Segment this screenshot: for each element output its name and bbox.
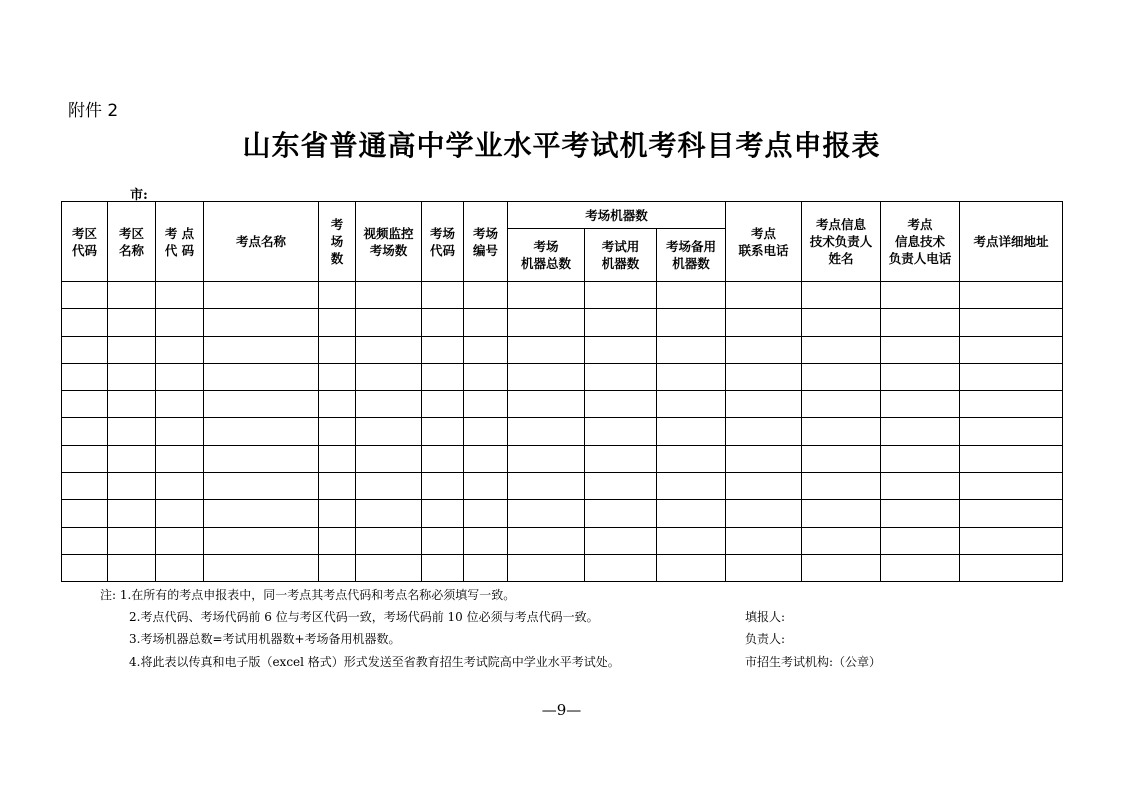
header-exam-room-number: 考场 编号 [464,202,508,282]
header-exam-district-code: 考区 代码 [62,202,108,282]
table-cell[interactable] [464,500,508,527]
header-site-contact-phone: 考点 联系电话 [726,202,802,282]
table-cell[interactable] [319,363,356,390]
table-cell[interactable] [802,391,881,418]
table-cell[interactable] [881,363,960,390]
responsible-label: 负责人: [745,632,786,646]
table-row [62,473,1063,500]
table-cell[interactable] [319,391,356,418]
table-cell[interactable] [204,336,319,363]
table-cell[interactable] [960,554,1063,581]
table-cell[interactable] [319,418,356,445]
header-exam-machines: 考试用 机器数 [585,229,657,282]
table-cell[interactable] [585,336,657,363]
table-row [62,363,1063,390]
table-cell[interactable] [657,500,726,527]
table-cell[interactable] [62,309,108,336]
table-cell[interactable] [881,418,960,445]
table-cell[interactable] [319,473,356,500]
table-body [62,202,1063,582]
table-cell[interactable] [204,554,319,581]
attachment-label: 附件 2 [68,101,119,121]
table-cell[interactable] [422,554,464,581]
table-cell[interactable] [960,445,1063,472]
table-cell[interactable] [156,445,204,472]
table-cell[interactable] [802,500,881,527]
table-cell[interactable] [464,391,508,418]
table-cell[interactable] [108,336,156,363]
table-cell[interactable] [356,336,422,363]
table-cell[interactable] [802,473,881,500]
table-row [62,418,1063,445]
table-cell[interactable] [657,473,726,500]
table-row [62,500,1063,527]
header-video-monitored-rooms: 视频监控 考场数 [356,202,422,282]
header-machine-count-group: 考场机器数 [508,202,726,229]
table-cell[interactable] [508,554,585,581]
table-cell[interactable] [356,363,422,390]
table-cell[interactable] [319,309,356,336]
table-cell[interactable] [657,309,726,336]
header-site-address: 考点详细地址 [960,202,1063,282]
table-cell[interactable] [62,363,108,390]
table-cell[interactable] [657,527,726,554]
table-cell[interactable] [726,500,802,527]
table-cell[interactable] [726,554,802,581]
table-cell[interactable] [108,309,156,336]
table-cell[interactable] [657,363,726,390]
table-cell[interactable] [204,391,319,418]
table-cell[interactable] [108,527,156,554]
table-row [62,445,1063,472]
table-cell[interactable] [204,363,319,390]
city-label: 市: [130,188,148,203]
table-cell[interactable] [585,309,657,336]
table-cell[interactable] [585,363,657,390]
table-cell[interactable] [464,418,508,445]
table-cell[interactable] [422,363,464,390]
table-cell[interactable] [881,473,960,500]
table-row [62,309,1063,336]
table-cell[interactable] [464,336,508,363]
table-cell[interactable] [726,445,802,472]
table-cell[interactable] [62,500,108,527]
table-cell[interactable] [62,554,108,581]
table-cell[interactable] [960,500,1063,527]
table-cell[interactable] [657,282,726,309]
table-cell[interactable] [319,445,356,472]
table-cell[interactable] [108,500,156,527]
filler-label: 填报人: [745,610,786,624]
table-cell[interactable] [156,554,204,581]
table-cell[interactable] [881,309,960,336]
table-cell[interactable] [881,554,960,581]
table-cell[interactable] [585,554,657,581]
table-cell[interactable] [422,473,464,500]
table-cell[interactable] [464,282,508,309]
table-cell[interactable] [156,527,204,554]
table-cell[interactable] [657,336,726,363]
table-cell[interactable] [802,554,881,581]
note-2: 2.考点代码、考场代码前 6 位与考区代码一致，考场代码前 10 位必须与考点代码一致。 [129,610,599,624]
table-cell[interactable] [62,527,108,554]
table-cell[interactable] [204,473,319,500]
table-cell[interactable] [881,391,960,418]
table-cell[interactable] [881,282,960,309]
header-exam-site-name: 考点名称 [204,202,319,282]
header-exam-district-name: 考区 名称 [108,202,156,282]
table-cell[interactable] [204,527,319,554]
table-cell[interactable] [508,363,585,390]
table-cell[interactable] [802,527,881,554]
application-table [61,201,1063,582]
table-cell[interactable] [204,309,319,336]
table-cell[interactable] [881,527,960,554]
table-cell[interactable] [726,527,802,554]
table-row [62,527,1063,554]
table-cell[interactable] [319,500,356,527]
table-row [62,554,1063,581]
table-cell[interactable] [464,309,508,336]
table-cell[interactable] [960,282,1063,309]
table-cell[interactable] [156,500,204,527]
table-cell[interactable] [585,418,657,445]
table-cell[interactable] [319,282,356,309]
table-cell[interactable] [319,527,356,554]
table-cell[interactable] [108,282,156,309]
note-1: 注: 1.在所有的考点申报表中，同一考点其考点代码和考点名称必须填写一致。 [100,588,516,602]
table-cell[interactable] [508,282,585,309]
table-cell[interactable] [657,418,726,445]
table-cell[interactable] [356,282,422,309]
table-cell[interactable] [881,445,960,472]
table-cell[interactable] [960,527,1063,554]
table-cell[interactable] [156,336,204,363]
table-cell[interactable] [422,336,464,363]
table-cell[interactable] [802,418,881,445]
table-cell[interactable] [356,418,422,445]
table-cell[interactable] [108,363,156,390]
table-cell[interactable] [802,282,881,309]
page-number: —9— [541,701,582,719]
table-cell[interactable] [204,445,319,472]
table-cell[interactable] [108,391,156,418]
table-cell[interactable] [156,363,204,390]
table-cell[interactable] [960,418,1063,445]
table-cell[interactable] [62,391,108,418]
header-exam-site-code: 考 点 代 码 [156,202,204,282]
table-cell[interactable] [802,336,881,363]
table-cell[interactable] [62,336,108,363]
table-cell[interactable] [726,418,802,445]
table-cell[interactable] [726,473,802,500]
table-cell[interactable] [464,554,508,581]
table-cell[interactable] [204,500,319,527]
table-cell[interactable] [960,336,1063,363]
table-cell[interactable] [508,336,585,363]
table-cell[interactable] [422,418,464,445]
table-cell[interactable] [585,391,657,418]
agency-seal-label: 市招生考试机构:（公章） [745,655,882,669]
table-cell[interactable] [156,473,204,500]
table-cell[interactable] [356,527,422,554]
table-cell[interactable] [726,363,802,390]
page-title: 山东省普通高中学业水平考试机考科目考点申报表 [242,129,881,162]
table-cell[interactable] [108,554,156,581]
table-cell[interactable] [508,445,585,472]
table-cell[interactable] [356,500,422,527]
table-cell[interactable] [960,309,1063,336]
table-cell[interactable] [156,391,204,418]
header-row-1 [62,202,1063,229]
table-cell[interactable] [508,473,585,500]
table-cell[interactable] [585,445,657,472]
table-cell[interactable] [508,391,585,418]
table-cell[interactable] [585,473,657,500]
table-cell[interactable] [802,445,881,472]
table-cell[interactable] [156,418,204,445]
note-4: 4.将此表以传真和电子版（excel 格式）形式发送至省教育招生考试院高中学业水平考试处。 [129,655,620,669]
table-cell[interactable] [108,473,156,500]
table-row [62,282,1063,309]
table-cell[interactable] [156,282,204,309]
table-cell[interactable] [62,282,108,309]
table-cell[interactable] [319,336,356,363]
table-cell[interactable] [356,554,422,581]
table-cell[interactable] [464,527,508,554]
table-cell[interactable] [657,554,726,581]
table-cell[interactable] [422,445,464,472]
table-cell[interactable] [464,445,508,472]
table-cell[interactable] [422,527,464,554]
table-cell[interactable] [657,445,726,472]
table-cell[interactable] [319,554,356,581]
table-cell[interactable] [62,418,108,445]
table-row [62,336,1063,363]
table-cell[interactable] [960,473,1063,500]
table-cell[interactable] [204,282,319,309]
table-cell[interactable] [881,500,960,527]
table-cell[interactable] [657,391,726,418]
table-cell[interactable] [585,282,657,309]
table-cell[interactable] [508,309,585,336]
table-cell[interactable] [62,445,108,472]
table-cell[interactable] [508,527,585,554]
table-cell[interactable] [881,336,960,363]
table-row [62,391,1063,418]
table-cell[interactable] [356,445,422,472]
table-cell[interactable] [585,527,657,554]
header-exam-room-count: 考 场 数 [319,202,356,282]
header-total-machines: 考场 机器总数 [508,229,585,282]
table-cell[interactable] [726,391,802,418]
table-cell[interactable] [422,391,464,418]
table-cell[interactable] [726,336,802,363]
table-cell[interactable] [726,282,802,309]
table-cell[interactable] [726,309,802,336]
table-cell[interactable] [108,418,156,445]
table-cell[interactable] [356,473,422,500]
note-3: 3.考场机器总数=考试用机器数+考场备用机器数。 [129,632,401,646]
table-cell[interactable] [422,309,464,336]
table-cell[interactable] [464,363,508,390]
table-cell[interactable] [422,500,464,527]
table-cell[interactable] [508,418,585,445]
table-cell[interactable] [356,309,422,336]
table-cell[interactable] [204,418,319,445]
table-cell[interactable] [802,363,881,390]
table-cell[interactable] [156,309,204,336]
table-cell[interactable] [464,473,508,500]
table-cell[interactable] [108,445,156,472]
header-exam-room-code: 考场 代码 [422,202,464,282]
table-cell[interactable] [422,282,464,309]
table-cell[interactable] [585,500,657,527]
header-it-lead-phone: 考点 信息技术 负责人电话 [881,202,960,282]
table-cell[interactable] [960,363,1063,390]
table-cell[interactable] [62,473,108,500]
header-it-lead-name: 考点信息 技术负责人 姓名 [802,202,881,282]
table-cell[interactable] [960,391,1063,418]
header-backup-machines: 考场备用 机器数 [657,229,726,282]
table-cell[interactable] [508,500,585,527]
table-cell[interactable] [802,309,881,336]
table-cell[interactable] [356,391,422,418]
